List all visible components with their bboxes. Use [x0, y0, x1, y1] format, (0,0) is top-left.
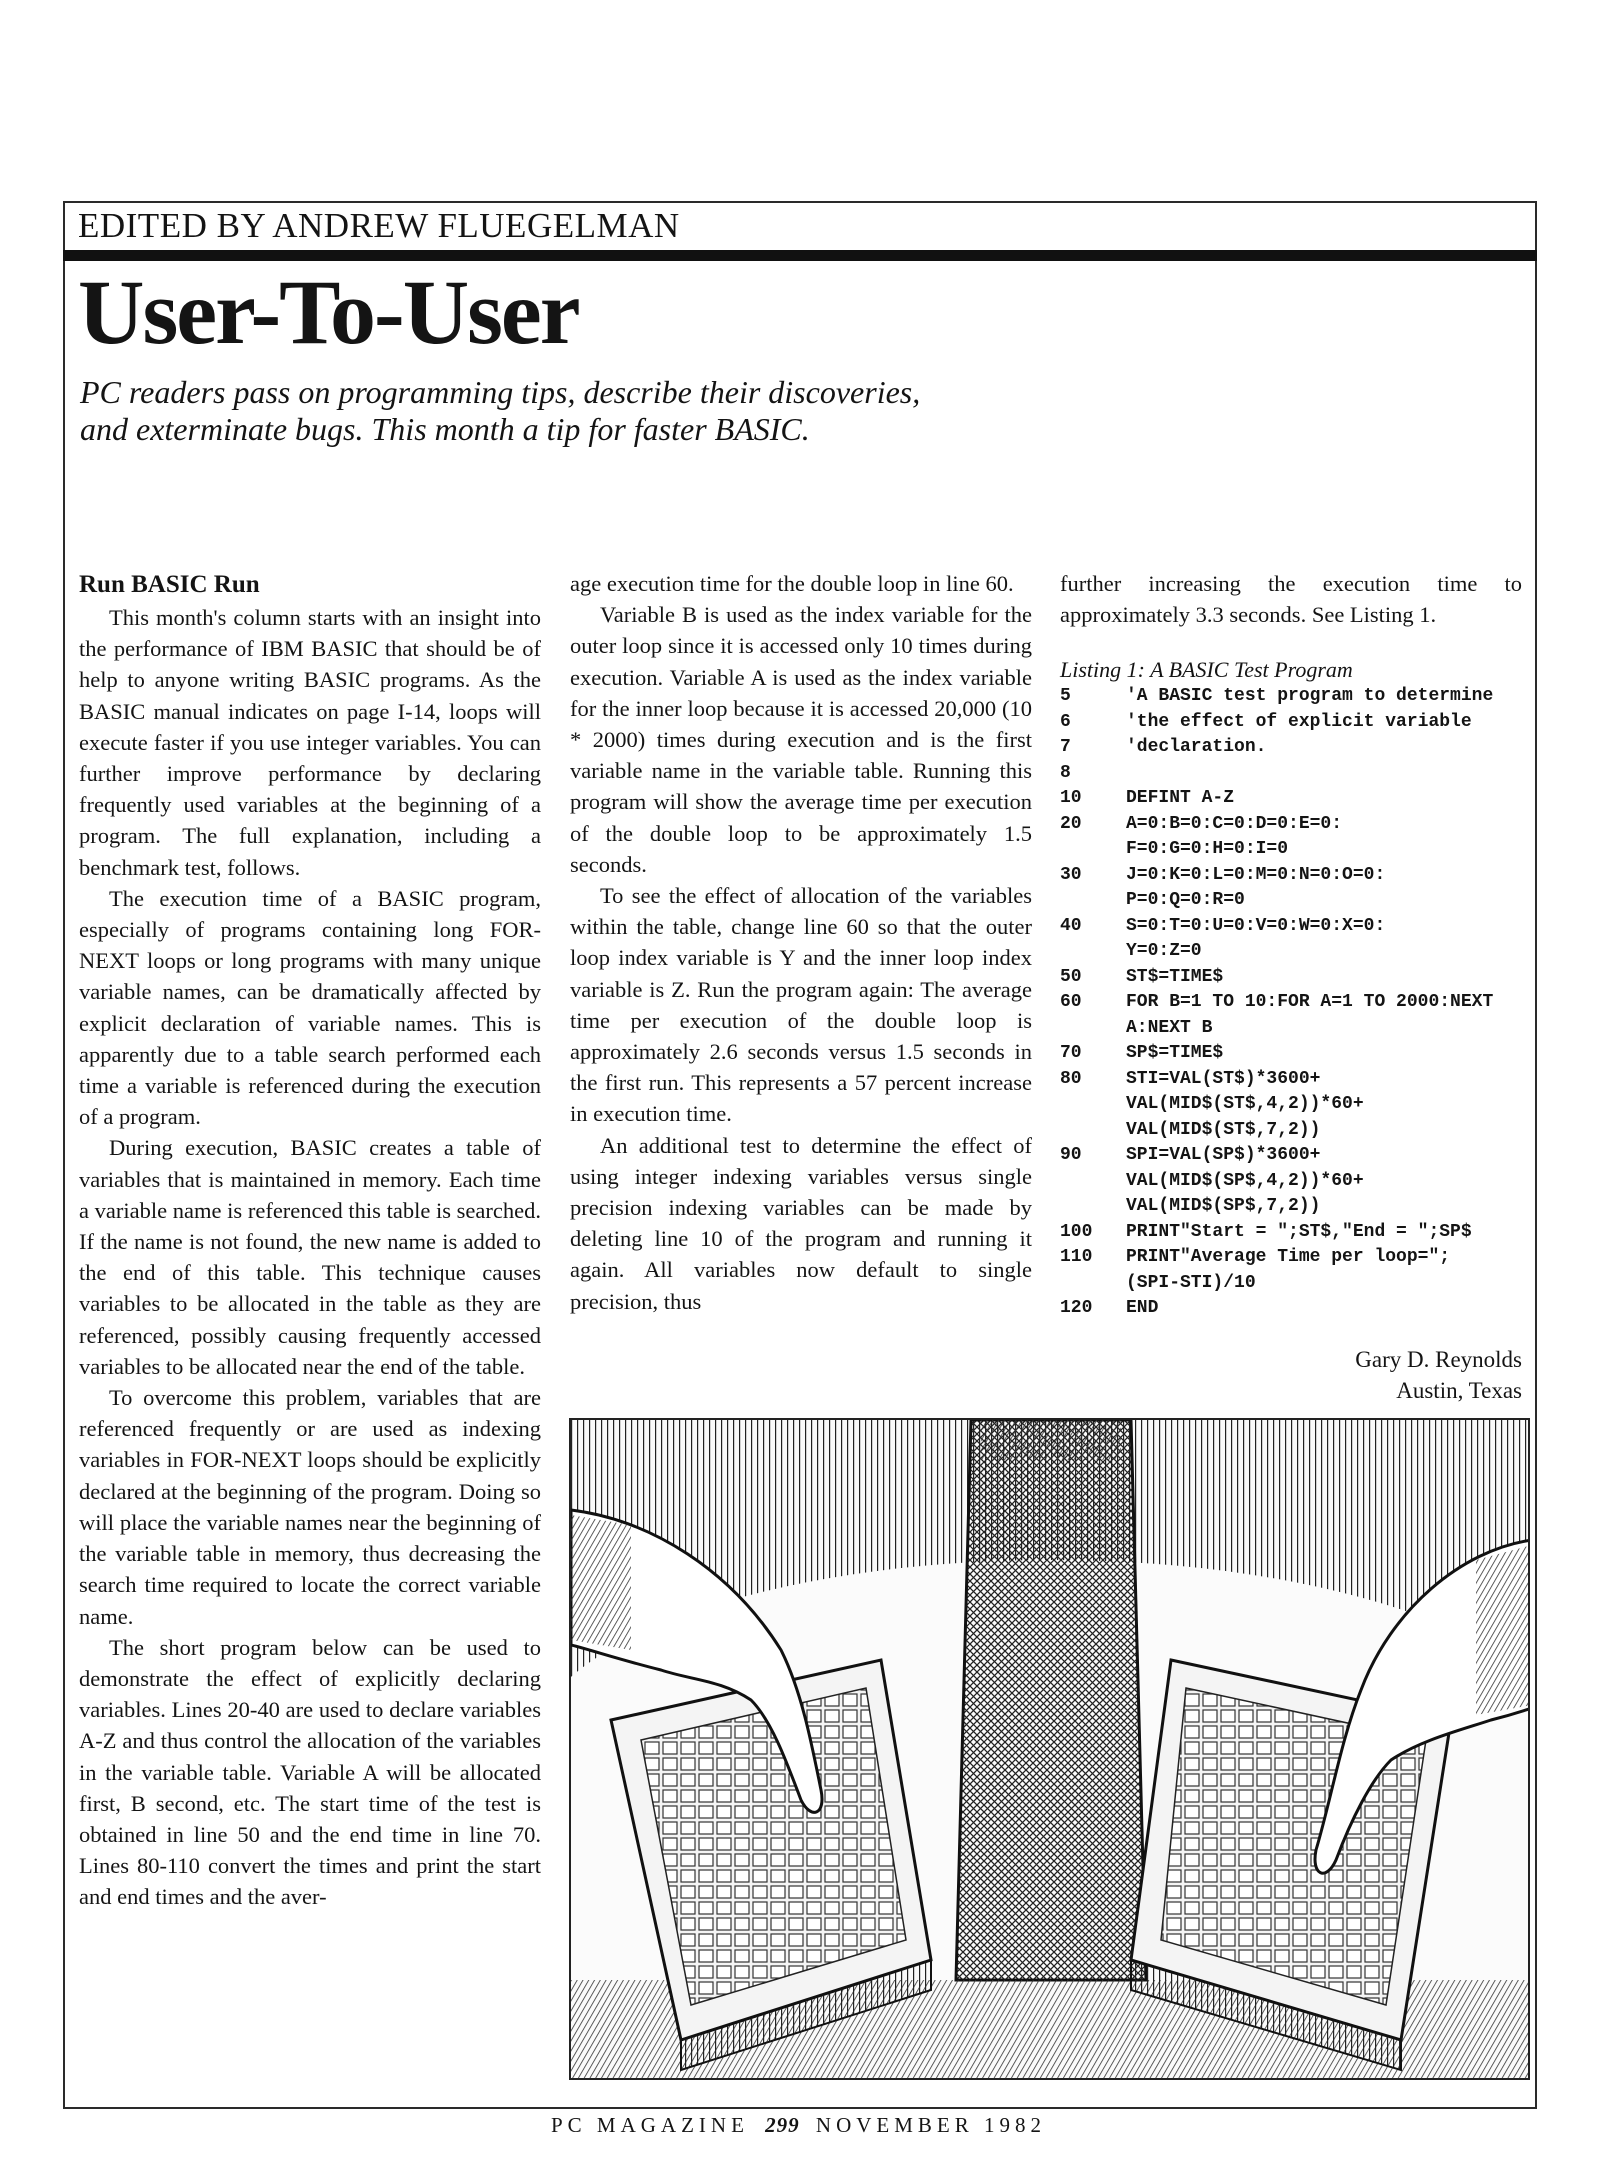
line-number: 30 [1060, 864, 1082, 885]
line-code: PRINT"Start = ";ST$,"End = ";SP$ [1126, 1221, 1472, 1242]
listing-line [1060, 735, 1522, 761]
line-code: 'A BASIC test program to determine [1126, 686, 1494, 707]
listing-line [1060, 914, 1522, 965]
line-number: 8 [1060, 762, 1071, 783]
line-code: DEFINT A-Z [1126, 788, 1235, 809]
listing-line [1060, 1245, 1522, 1296]
paragraph: Variable B is used as the index variable for the outer loop since it is accessed only 10 times during execution. Variable A is used as the index variable for the inner loop because it is accessed 20,000 (10 * 2000) times during execution and is the first variable name in the variable table. Running this program will show the average time per execution of the double loop to be approximately 1.5 seconds. [570, 602, 1032, 877]
listing-line [1060, 786, 1522, 812]
line-code: S=0:T=0:U=0:V=0:W=0:X=0: Y=0:Z=0 [1126, 915, 1386, 962]
hands-typing-drawing [571, 1420, 1530, 2080]
section-heading: Run BASIC Run [79, 571, 260, 598]
line-number: 90 [1060, 1145, 1082, 1166]
line-code [1126, 761, 1522, 787]
listing-line [1060, 1296, 1522, 1322]
line-code: END [1126, 1298, 1159, 1319]
line-number: 20 [1060, 813, 1082, 834]
line-number: 80 [1060, 1068, 1082, 1089]
line-code: STI=VAL(ST$)*3600+ VAL(MID$(ST$,4,2))*60+ VAL(MID$(ST$,7,2)) [1126, 1068, 1364, 1140]
line-code: FOR B=1 TO 10:FOR A=1 TO 2000:NEXT A:NEXT B [1126, 992, 1494, 1038]
line-code: SPI=VAL(SP$)*3600+ VAL(MID$(SP$,4,2))*60+ VAL(MID$(SP$,7,2)) [1126, 1145, 1364, 1217]
line-code: 'the effect of explicit variable [1126, 711, 1472, 732]
listing-line [1060, 812, 1522, 863]
listing-line [1060, 684, 1522, 710]
article-column-2 [570, 568, 1032, 1317]
issue-date: NOVEMBER 1982 [815, 2113, 1046, 2137]
line-number: 10 [1060, 788, 1082, 809]
line-number: 60 [1060, 992, 1082, 1013]
paragraph: further increasing the execution time to approximately 3.3 seconds. See Listing 1. [1060, 571, 1522, 628]
header-rule [63, 250, 1537, 261]
line-code: J=0:K=0:L=0:M=0:N=0:O=0: P=0:Q=0:R=0 [1126, 864, 1386, 911]
line-code: 'declaration. [1126, 737, 1267, 758]
page-title: User-To-User [78, 261, 579, 363]
line-code: ST$=TIME$ [1126, 966, 1224, 987]
article-column-1 [79, 568, 541, 1913]
author-name: Gary D. Reynolds [1355, 1346, 1522, 1372]
editor-credit: EDITED BY ANDREW FLUEGELMAN [78, 206, 680, 245]
paragraph: During execution, BASIC creates a table of variables that is maintained in memory. Each time a variable name is referenced this table is searched. If the name is not found, the new name is added to the end of this table. This technique causes variables to be allocated in the table as they are referenced, possibly causing frequently accessed variables to be allocated near the end of the table. [79, 1135, 541, 1379]
line-number: 120 [1060, 1298, 1093, 1319]
line-code: SP$=TIME$ [1126, 1043, 1224, 1064]
line-code: A=0:B=0:C=0:D=0:E=0: F=0:G=0:H=0:I=0 [1126, 813, 1343, 860]
line-number: 110 [1060, 1247, 1093, 1268]
page-number: 299 [765, 2113, 800, 2137]
listing-line [1060, 761, 1522, 787]
listing-line [1060, 965, 1522, 991]
line-number: 40 [1060, 915, 1082, 936]
listing-caption: Listing 1: A BASIC Test Program [1060, 657, 1353, 683]
listing-line [1060, 863, 1522, 914]
paragraph: To see the effect of allocation of the variables within the table, change line 60 so that the outer loop index variable is Y and the inner loop index variable is Z. Run the program again: The average time per execution of the double loop is approximately 2.6 seconds versus 1.5 seconds in the first run. This represents a 57 percent increase in execution time. [570, 883, 1032, 1127]
listing-line [1060, 710, 1522, 736]
line-number: 70 [1060, 1043, 1082, 1064]
paragraph: An additional test to determine the effect of using integer indexing variables versus single precision indexing variables can be made by deleting line 10 of the program and running it again. All variables now default to single precision, thus [570, 1132, 1032, 1314]
line-code: PRINT"Average Time per loop="; (SPI-STI)/10 [1126, 1247, 1451, 1293]
line-number: 6 [1060, 711, 1071, 732]
line-number: 100 [1060, 1221, 1093, 1242]
paragraph: The short program below can be used to demonstrate the effect of explicitly declaring variables. Lines 20-40 are used to declare variables A-Z and thus control the allocation of the variables in the variable table. Variable A will be allocated first, B second, etc. The start time of the test is obtained in line 50 and the end time in line 70. Lines 80-110 convert the times and print the start and end times and the aver- [79, 1634, 541, 1910]
listing-line [1060, 1041, 1522, 1067]
signoff [1060, 1344, 1522, 1406]
code-listing [1060, 684, 1522, 1322]
magazine-name: PC MAGAZINE [550, 2113, 749, 2137]
listing-line [1060, 1067, 1522, 1144]
line-number: 50 [1060, 966, 1082, 987]
line-number: 7 [1060, 737, 1071, 758]
listing-line [1060, 1143, 1522, 1220]
listing-line [1060, 1220, 1522, 1246]
keyboard-illustration [569, 1418, 1530, 2080]
author-location: Austin, Texas [1396, 1377, 1522, 1403]
paragraph: The execution time of a BASIC program, especially of programs containing long FOR-NEXT loops or long programs with many unique variable names, can be dramatically affected by explicit declaration of variable names. This is apparently due to a table search performed each time a variable is referenced during the execution of a program. [79, 885, 541, 1130]
paragraph: This month's column starts with an insight into the performance of IBM BASIC that should be of help to anyone writing BASIC programs. As the BASIC manual indicates on page I-14, loops will execute faster if you use integer variables. You can further improve performance by declaring frequently used variables at the beginning of a program. The full explanation, including a benchmark test, follows. [79, 605, 541, 880]
listing-line [1060, 990, 1522, 1041]
deck-text: PC readers pass on programming tips, describe their discoveries, and exterminate bugs. This month a tip for faster BASIC. [80, 374, 921, 447]
page-footer [0, 2113, 1597, 2138]
line-number: 5 [1060, 686, 1071, 707]
article-column-3 [1060, 568, 1522, 1406]
paragraph: age execution time for the double loop in line 60. [570, 571, 1014, 596]
paragraph: To overcome this problem, variables that are referenced frequently or are used as indexing variables in FOR-NEXT loops should be explicitly declared at the beginning of the program. Doing so will place the variable names near the beginning of the variable table in memory, thus decreasing the search time required to locate the correct variable name. [79, 1385, 541, 1629]
